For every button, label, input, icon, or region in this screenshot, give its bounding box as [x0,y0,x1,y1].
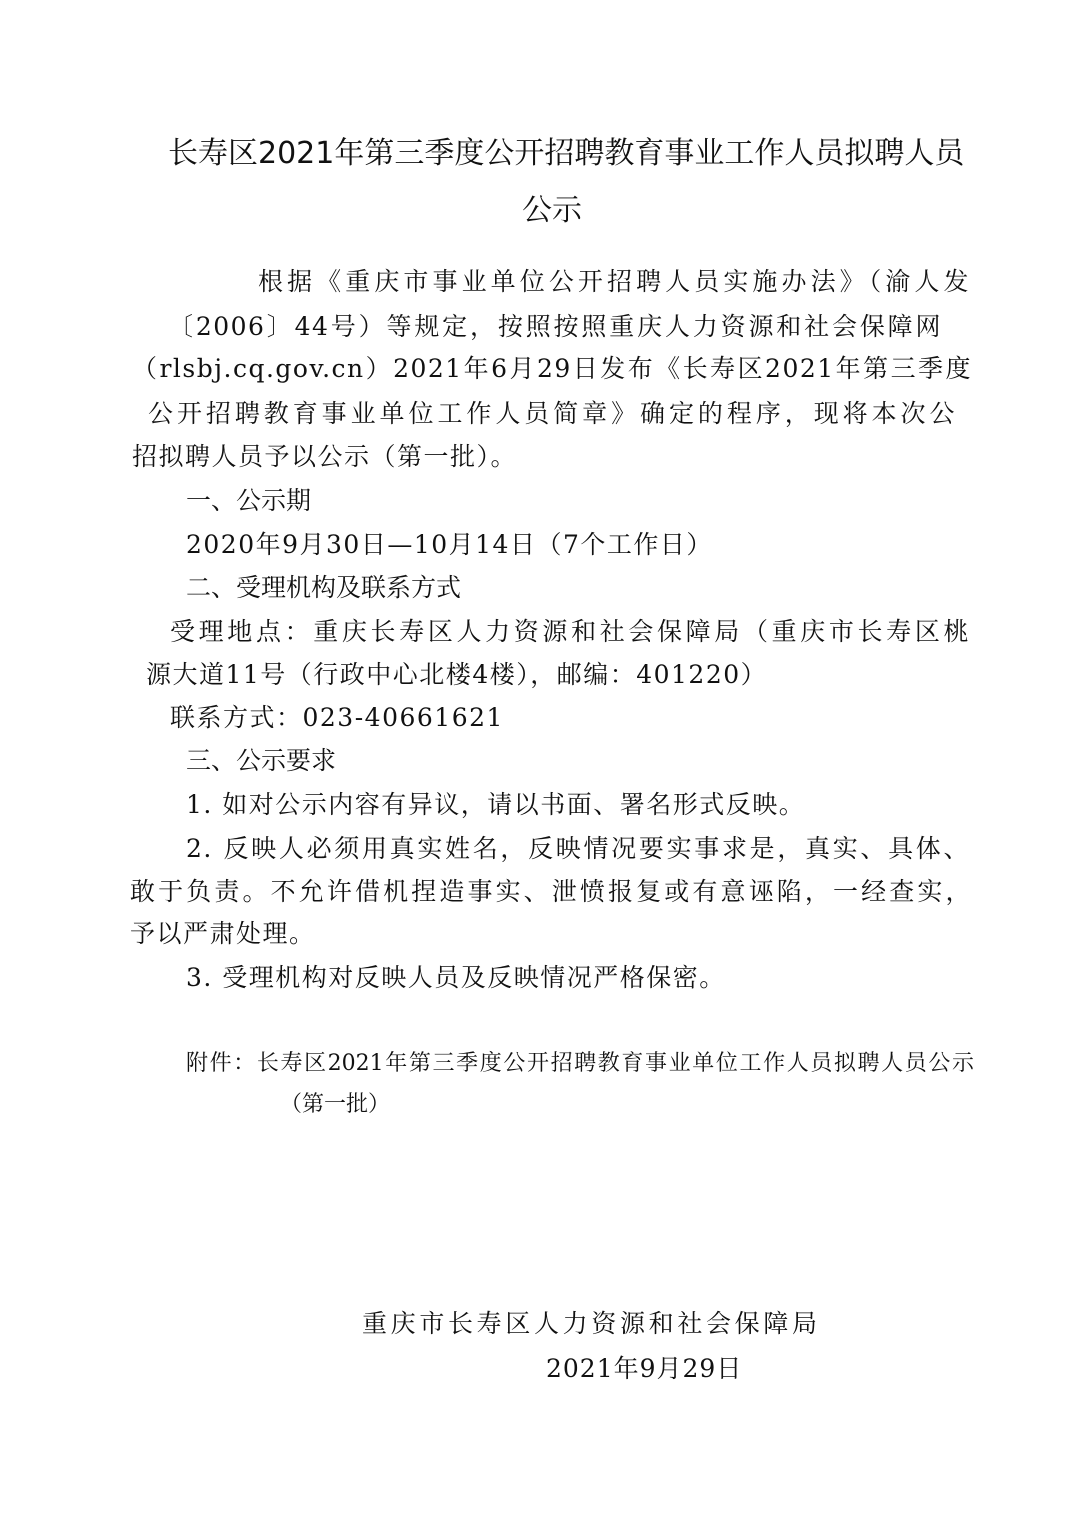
attachment-line-1 [186,1046,974,1077]
section2-heading: 二、受理机构及联系方式 [186,573,462,602]
section3-heading: 三、公示要求 [186,746,337,775]
address-value: 重庆长寿区人力资源和社会保障局（重庆市长寿区桃 [313,617,970,646]
intro-text-4: 公开招聘教育事业单位工作人员简章》确定的程序，现将本次公 [148,399,956,428]
requirement-item-2-line-1 [186,829,970,865]
address-text-1 [170,612,970,648]
intro-line-2 [168,307,942,343]
intro-line-1 [258,262,970,298]
requirement-item-2-text-1: 2. 反映人必须用真实姓名，反映情况要实事求是，真实、具体、 [186,834,970,863]
title-line-2: 公示 [522,193,582,228]
intro-text-3: （rlsbj.cq.gov.cn）2021年6月29日发布《长寿区2021年第三季度 [132,354,972,383]
requirement-item-3: 3. 受理机构对反映人员及反映情况严格保密。 [186,963,726,992]
contact-line: 联系方式：023-40661621 [170,703,504,732]
address-line-1 [170,612,970,648]
signature-org-text: 重庆市长寿区人力资源和社会保障局 [362,1309,818,1338]
section1-heading: 一、公示期 [186,486,312,515]
intro-line-4 [148,394,956,430]
attachment-line-2: （第一批） [280,1092,391,1117]
attachment-text-1: 附件：长寿区2021年第三季度公开招聘教育事业单位工作人员拟聘人员公示 [186,1051,974,1076]
signature-date: 2021年9月29日 [546,1354,743,1383]
signature-org [362,1304,818,1340]
address-line-2: 源大道11号（行政中心北楼4楼），邮编：401220） [146,660,768,689]
title-line-1 [168,128,965,172]
requirement-item-2-text-2: 敢于负责。不允许借机捏造事实、泄愤报复或有意诬陷，一经查实， [130,877,972,906]
intro-text-2: 〔2006〕44号）等规定，按照按照重庆人力资源和社会保障网 [168,312,942,341]
requirement-item-2-line-3: 予以严肃处理。 [130,919,316,948]
section1-period: 2020年9月30日—10月14日（7个工作日） [186,530,713,559]
address-label: 受理地点： [170,617,314,646]
intro-text-1: 根据《重庆市事业单位公开招聘人员实施办法》（渝人发 [258,267,970,296]
requirement-item-1: 1. 如对公示内容有异议，请以书面、署名形式反映。 [186,790,806,819]
intro-line-5: 招拟聘人员予以公示（第一批）。 [132,442,518,471]
title-text-1: 长寿区2021年第三季度公开招聘教育事业工作人员拟聘人员 [168,136,965,171]
requirement-item-2-line-2 [130,872,972,908]
intro-line-3 [132,349,972,385]
